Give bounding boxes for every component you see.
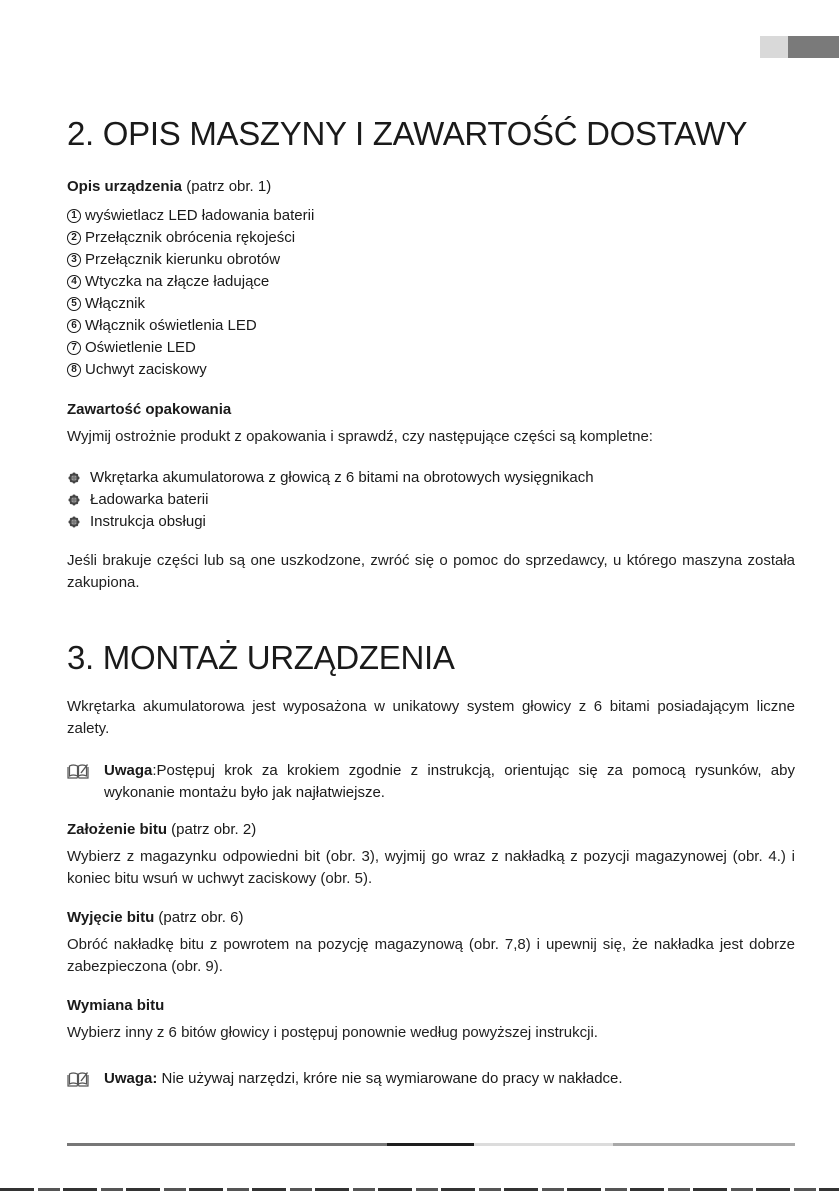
page-crop-edge [0, 1188, 839, 1191]
note-2-text: Nie używaj narzędzi, króre nie są wymiarowane do pracy w nakładce. [157, 1070, 623, 1087]
insert-bit-heading-bold: Założenie bitu [67, 821, 168, 838]
insert-bit-heading [67, 821, 256, 839]
device-part-label: Przełącznik obrócenia rękojeści [85, 229, 296, 246]
circled-number-icon: 8 [67, 363, 81, 377]
flower-bullet-icon [68, 494, 80, 506]
device-part-item [67, 271, 314, 293]
device-part-item [67, 337, 314, 359]
insert-bit-heading-ref: (patrz obr. 2) [167, 821, 257, 838]
remove-bit-text: Obróć nakładkę bitu z powrotem na pozycję magazynową (obr. 7,8) i upewnij się, że nakładka jest dobrze zabezpieczona (obr. 9). [67, 936, 795, 975]
change-bit-heading [67, 997, 164, 1015]
package-item-label: Wkrętarka akumulatorowa z głowicą z 6 bitami na obrotowych wysięgnikach [90, 469, 594, 486]
package-item [67, 467, 594, 489]
circled-number-icon: 2 [67, 231, 81, 245]
note-2-label: Uwaga: [104, 1070, 158, 1087]
device-part-item [67, 293, 314, 315]
device-part-label: Oświetlenie LED [85, 339, 196, 356]
package-contents-heading-bold: Zawartość opakowania [67, 401, 232, 418]
device-part-label: wyświetlacz LED ładowania baterii [85, 207, 315, 224]
note-1-label: Uwaga [104, 762, 153, 779]
package-item [67, 489, 594, 511]
note-2 [67, 1068, 795, 1090]
flower-bullet-icon [68, 472, 80, 484]
remove-bit-heading-bold: Wyjęcie bitu [67, 909, 155, 926]
note-2-body [104, 1068, 795, 1090]
footer-rule-segment [474, 1143, 613, 1146]
device-part-item [67, 249, 314, 271]
circled-number-icon: 1 [67, 209, 81, 223]
device-part-label: Przełącznik kierunku obrotów [85, 251, 281, 268]
device-part-item [67, 315, 314, 337]
circled-number-icon: 4 [67, 275, 81, 289]
flower-bullet-icon [68, 516, 80, 528]
device-description-heading-ref: (patrz obr. 1) [182, 178, 272, 195]
section-3-title: 3. MONTAŻ URZĄDZENIA [67, 639, 455, 676]
package-item-label: Ładowarka baterii [90, 491, 209, 508]
insert-bit-text: Wybierz z magazynku odpowiedni bit (obr. 3), wyjmij go wraz z nakładką z pozycji magazynowej (obr. 4.) i koniec bitu wsuń w uchwyt zaciskowy (obr. 5). [67, 848, 795, 887]
circled-number-icon: 7 [67, 341, 81, 355]
footer-rule-segment [67, 1143, 387, 1146]
device-part-label: Włącznik oświetlenia LED [85, 317, 257, 334]
note-1-body [104, 760, 795, 804]
book-note-icon [67, 1071, 89, 1087]
circled-number-icon: 5 [67, 297, 81, 311]
device-part-label: Włącznik [85, 295, 146, 312]
footer-rule-segment [613, 1143, 795, 1146]
device-parts-list [67, 205, 314, 381]
section-3-intro: Wkrętarka akumulatorowa jest wyposażona w unikatowy system głowicy z 6 bitami posiadającym liczne zalety. [67, 698, 795, 737]
device-part-item [67, 227, 314, 249]
package-contents-list [67, 467, 594, 533]
note-1-text: :Postępuj krok za krokiem zgodnie z instrukcją, orientując się za pomocą rysunków, aby wykonanie montażu było jak najłatwiejsze. [104, 762, 795, 801]
remove-bit-heading [67, 909, 243, 927]
package-item [67, 511, 594, 533]
missing-parts-text: Jeśli brakuje części lub są one uszkodzone, zwróć się o pomoc do sprzedawcy, u którego maszyna została zakupiona. [67, 552, 795, 591]
change-bit-text: Wybierz inny z 6 bitów głowicy i postępuj ponownie według powyższej instrukcji. [67, 1024, 598, 1041]
circled-number-icon: 6 [67, 319, 81, 333]
device-part-label: Uchwyt zaciskowy [85, 361, 207, 378]
package-item-label: Instrukcja obsługi [90, 513, 206, 530]
note-1 [67, 760, 795, 804]
device-part-label: Wtyczka na złącze ładujące [85, 273, 270, 290]
package-intro-text: Wyjmij ostrożnie produkt z opakowania i sprawdź, czy następujące części są kompletne: [67, 428, 653, 445]
device-description-heading [67, 178, 271, 196]
footer-rule-segment [387, 1143, 474, 1146]
page-tab-marker-dark [788, 36, 839, 58]
circled-number-icon: 3 [67, 253, 81, 267]
device-part-item [67, 205, 314, 227]
section-2-title: 2. OPIS MASZYNY I ZAWARTOŚĆ DOSTAWY [67, 115, 748, 152]
book-note-icon [67, 763, 89, 779]
page-tab-marker-light [760, 36, 788, 58]
change-bit-heading-bold: Wymiana bitu [67, 997, 165, 1014]
package-contents-heading [67, 401, 231, 419]
remove-bit-heading-ref: (patrz obr. 6) [154, 909, 244, 926]
device-description-heading-bold: Opis urządzenia [67, 178, 183, 195]
device-part-item [67, 359, 314, 381]
